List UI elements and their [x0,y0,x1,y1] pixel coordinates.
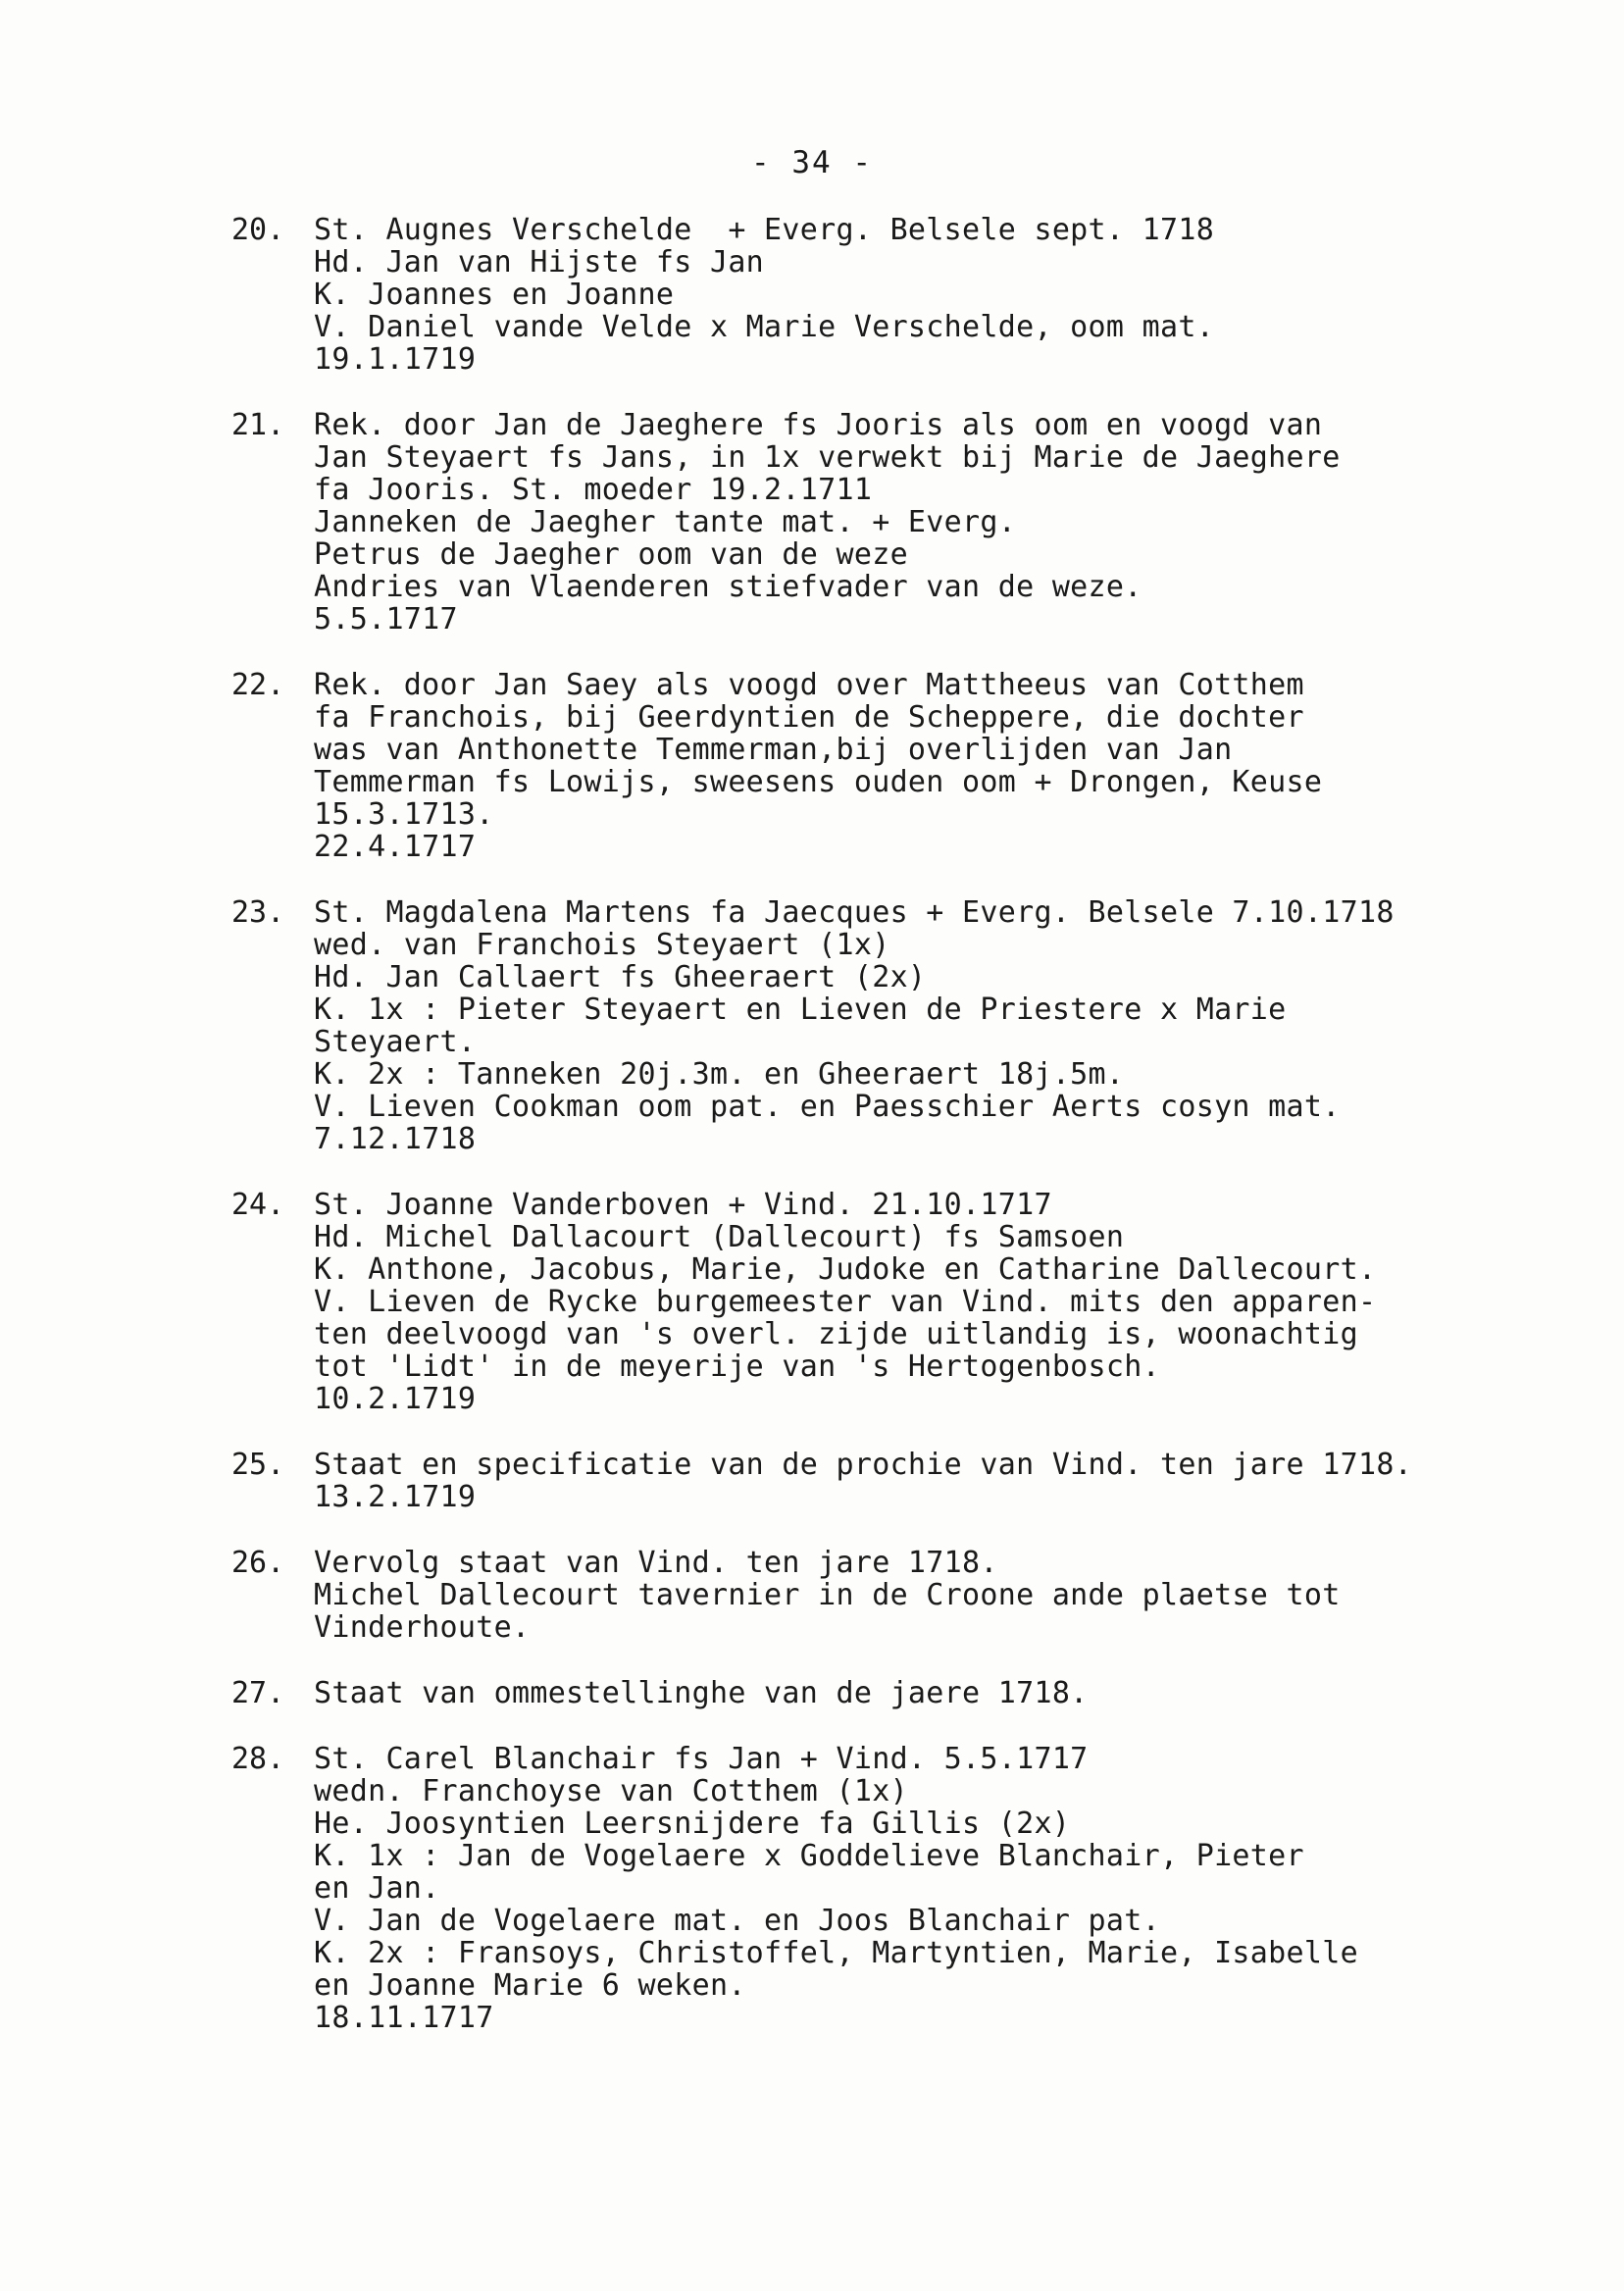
entry-28 [231,1743,1546,2034]
entry-20 [231,214,1546,376]
entry-line: Jan Steyaert fs Jans, in 1x verwekt bij Marie de Jaeghere [314,440,1341,475]
entry-line: Michel Dallecourt tavernier in de Croone ande plaetse tot [314,1578,1341,1612]
entry-22 [231,669,1546,863]
entry-line: Andries van Vlaenderen stiefvader van de weze. [314,570,1142,604]
entry-line: Rek. door Jan Saey als voogd over Mattheeus van Cotthem [314,668,1304,702]
entry-date: 13.2.1719 [314,1480,477,1514]
entry-line: 15.3.1713. [314,797,494,832]
entry-number: 26. [231,1546,285,1580]
entry-text [314,1189,1546,1415]
entry-line: en Joanne Marie 6 weken. [314,1968,746,2003]
entry-number: 28. [231,1742,285,1776]
entry-line: wed. van Franchois Steyaert (1x) [314,928,890,962]
entry-line: K. Anthone, Jacobus, Marie, Judoke en Catharine Dallecourt. [314,1252,1377,1287]
entry-date: 22.4.1717 [314,830,477,864]
entry-line: V. Lieven de Rycke burgemeester van Vind. mits den apparen- [314,1285,1377,1319]
entry-line: Steyaert. [314,1025,477,1059]
entry-line: Petrus de Jaegher oom van de weze [314,537,908,572]
entry-number: 24. [231,1188,285,1222]
entries-list [231,214,1546,2034]
entry-24 [231,1189,1546,1415]
entry-line: V. Daniel vande Velde x Marie Verschelde, oom mat. [314,310,1215,344]
entry-text [314,669,1546,863]
entry-21 [231,409,1546,636]
entry-line: Staat en specificatie van de prochie van Vind. ten jare 1718. [314,1448,1413,1482]
entry-line: St. Augnes Verschelde + Everg. Belsele sept. 1718 [314,213,1215,247]
entry-line: St. Magdalena Martens fa Jaecques + Everg. Belsele 7.10.1718 [314,895,1395,930]
entry-line: en Jan. [314,1871,440,1906]
entry-number: 20. [231,213,285,247]
entry-date: 5.5.1717 [314,602,458,636]
entry-line: K. 1x : Pieter Steyaert en Lieven de Priestere x Marie [314,993,1287,1027]
entry-text [314,214,1546,376]
entry-date: 10.2.1719 [314,1382,477,1416]
entry-line: ten deelvoogd van 's overl. zijde uitlandig is, woonachtig [314,1317,1358,1351]
page-number: - 34 - [751,145,873,180]
entry-line: Rek. door Jan de Jaeghere fs Jooris als oom en voogd van [314,408,1323,442]
entry-27 [231,1677,1546,1709]
entry-26 [231,1547,1546,1644]
entry-line: St. Carel Blanchair fs Jan + Vind. 5.5.1717 [314,1742,1089,1776]
entry-text [314,409,1546,636]
entry-date: 7.12.1718 [314,1122,477,1156]
entry-date: 18.11.1717 [314,2001,494,2035]
entry-line: Staat van ommestellinghe van de jaere 1718. [314,1676,1089,1710]
entry-25 [231,1449,1546,1513]
entry-line: St. Joanne Vanderboven + Vind. 21.10.1717 [314,1188,1052,1222]
entry-number: 21. [231,408,285,442]
entry-line: was van Anthonette Temmerman,bij overlijden van Jan [314,733,1233,767]
entry-line: Temmerman fs Lowijs, sweesens ouden oom + Drongen, Keuse [314,765,1323,799]
entry-line: fa Jooris. St. moeder 19.2.1711 [314,473,873,507]
entry-date: 19.1.1719 [314,342,477,377]
entry-line: He. Joosyntien Leersnijdere fa Gillis (2x) [314,1807,1071,1841]
entry-number: 27. [231,1676,285,1710]
entry-text [314,896,1546,1155]
entry-line: Hd. Jan van Hijste fs Jan [314,245,765,280]
entry-line: V. Jan de Vogelaere mat. en Joos Blanchair pat. [314,1904,1160,1938]
entry-line: V. Lieven Cookman oom pat. en Paesschier Aerts cosyn mat. [314,1090,1341,1124]
entry-23 [231,896,1546,1155]
entry-line: Vervolg staat van Vind. ten jare 1718. [314,1546,998,1580]
entry-line: tot 'Lidt' in de meyerije van 's Hertogenbosch. [314,1349,1160,1384]
entry-line: wedn. Franchoyse van Cotthem (1x) [314,1774,908,1808]
entry-line: fa Franchois, bij Geerdyntien de Scheppere, die dochter [314,700,1304,735]
entry-number: 23. [231,895,285,930]
entry-line: K. 2x : Fransoys, Christoffel, Martyntien, Marie, Isabelle [314,1936,1358,1970]
entry-line: K. 1x : Jan de Vogelaere x Goddelieve Blanchair, Pieter [314,1839,1304,1873]
entry-number: 22. [231,668,285,702]
entry-text [314,1547,1546,1644]
entry-number: 25. [231,1448,285,1482]
entry-line: Hd. Jan Callaert fs Gheeraert (2x) [314,960,927,994]
entry-text [314,1449,1546,1513]
entry-line: K. Joannes en Joanne [314,278,675,312]
entry-text [314,1677,1546,1709]
entry-text [314,1743,1546,2034]
entry-line: Vinderhoute. [314,1610,531,1645]
entry-line: Hd. Michel Dallacourt (Dallecourt) fs Samsoen [314,1220,1125,1254]
entry-line: K. 2x : Tanneken 20j.3m. en Gheeraert 18j.5m. [314,1057,1125,1092]
entry-line: Janneken de Jaegher tante mat. + Everg. [314,505,1017,539]
